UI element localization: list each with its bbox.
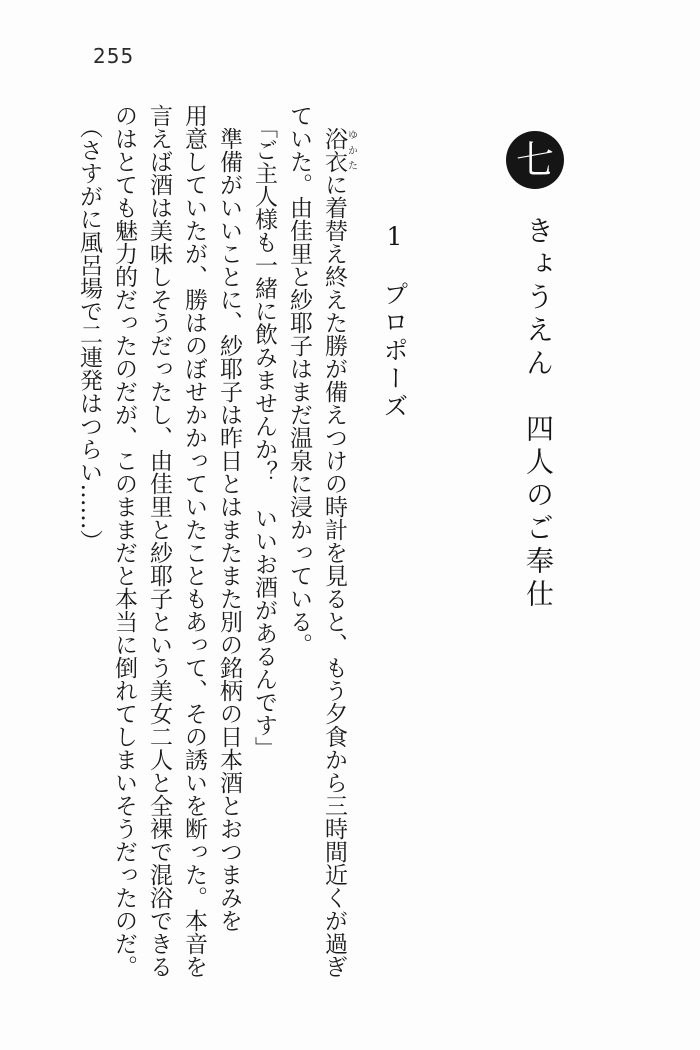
section-heading [376,222,412,722]
body-text [75,104,356,1024]
text-line: 言えば酒は美味しそうだったし、由佳里と紗耶子という美女二人と全裸で混浴できる [146,104,172,978]
paragraph-indent [321,104,347,127]
page-number: 255 [93,44,135,68]
furigana-reading: ゆかた [345,127,357,173]
furigana-base: 浴衣 [321,127,347,173]
section-title: プロポーズ [380,281,409,421]
text-line: 用意していたが、勝はのぼせかかっていたこともあって、その誘いを断った。本音を [181,104,207,978]
text-line: 準備がいいことに、紗耶子は昨日とはまたまた別の銘柄の日本酒とおつまみを [216,104,242,932]
chapter-number-badge [506,131,564,189]
text-line [316,104,356,1024]
text-line-rest: に着替え終えた勝が備えつけの時計を見ると、もう夕食から三時間近くが過ぎ [321,173,347,978]
chapter-title: きょうえん 四人のご奉仕 [522,216,555,612]
furigana-term [321,127,357,173]
text-line: （さすがに風呂場で二連発はつらい……） [76,104,102,553]
chapter-number-glyph: 七 [515,138,554,182]
text-line: 「ご主人様も一緒に飲みませんか？ いいお酒があるんです」 [251,104,277,760]
text-line: ていた。由佳里と紗耶子はまだ温泉に浸かっている。 [286,104,312,656]
text-line: のはとても魅力的だったのだが、このままだと本当に倒れてしまいそうだったのだ。 [111,104,137,978]
section-number: 1 [380,222,409,251]
